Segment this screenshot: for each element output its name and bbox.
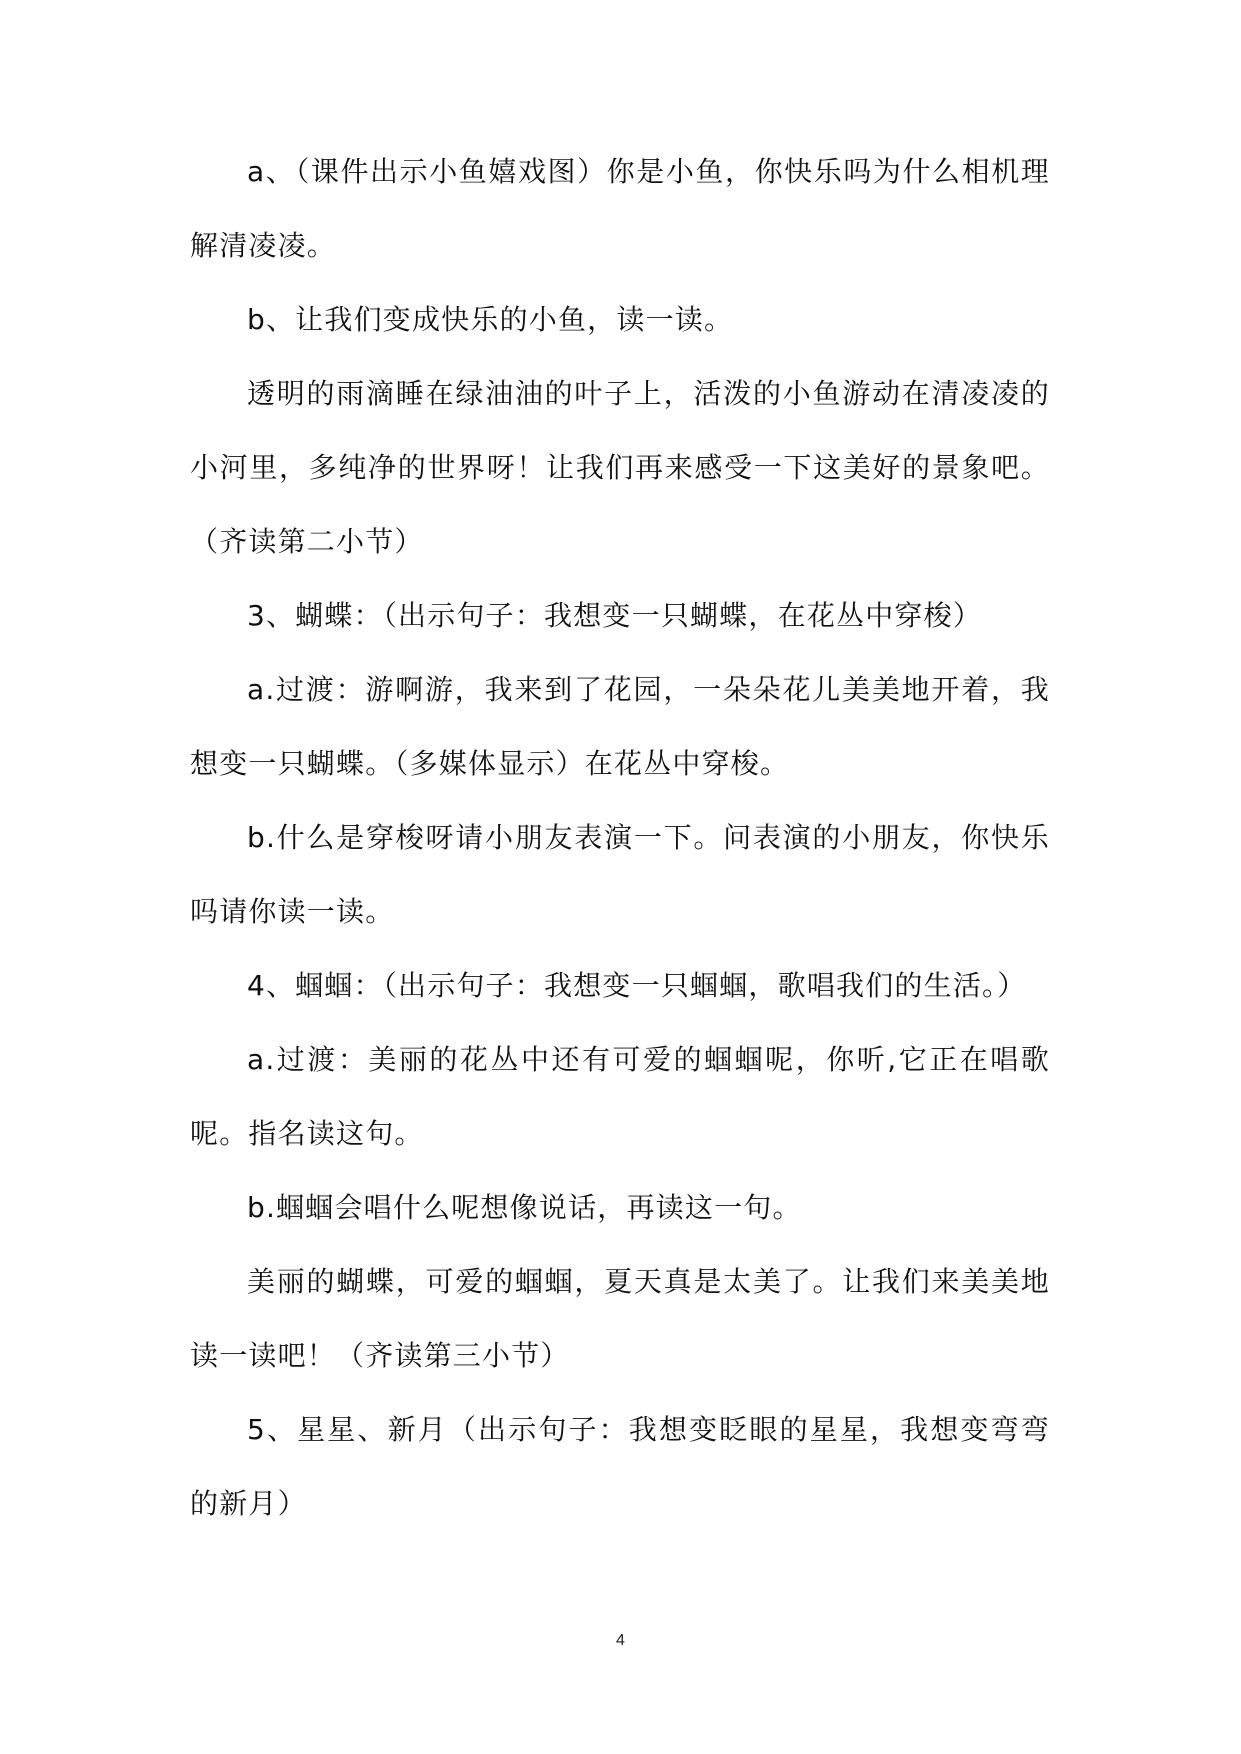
paragraph-a-butterfly-transition: a.过渡：游啊游，我来到了花园，一朵朵花儿美美地开着，我想变一只蝴蝶。（多媒体显示）在花丛中穿梭。 [190,673,1050,780]
paragraph-raindrop-fish-summary: 透明的雨滴睡在绿油油的叶子上，活泼的小鱼游动在清凌凌的小河里，多纯净的世界呀！让我们再来感受一下这美好的景象吧。（齐读第二小节） [190,377,1050,558]
paragraph-5-stars-moon: 5、星星、新月（出示句子：我想变眨眼的星星，我想变弯弯的新月） [190,1413,1050,1520]
paragraph-summer-beauty: 美丽的蝴蝶，可爱的蝈蝈，夏天真是太美了。让我们来美美地读一读吧！（齐读第三小节） [190,1265,1050,1372]
paragraph-4-katydid: 4、蝈蝈：（出示句子：我想变一只蝈蝈，歌唱我们的生活。） [247,969,1027,1002]
paragraph-b-shuttle-perform: b.什么是穿梭呀请小朋友表演一下。问表演的小朋友，你快乐吗请你读一读。 [190,821,1050,928]
paragraph-b-katydid-sing: b.蝈蝈会唱什么呢想像说话，再读这一句。 [247,1191,802,1224]
paragraph-a-katydid-transition: a.过渡：美丽的花丛中还有可爱的蝈蝈呢，你听,它正在唱歌呢。指名读这句。 [190,1043,1050,1150]
page-number: 4 [616,1632,625,1649]
paragraph-3-butterfly: 3、蝴蝶：（出示句子：我想变一只蝴蝶，在花丛中穿梭） [247,599,983,632]
paragraph-a-fish-picture: a、（课件出示小鱼嬉戏图）你是小鱼，你快乐吗为什么相机理解清凌凌。 [190,155,1050,262]
document-body [190,135,1050,1541]
paragraph-b-read-as-fish: b、让我们变成快乐的小鱼，读一读。 [247,303,734,336]
